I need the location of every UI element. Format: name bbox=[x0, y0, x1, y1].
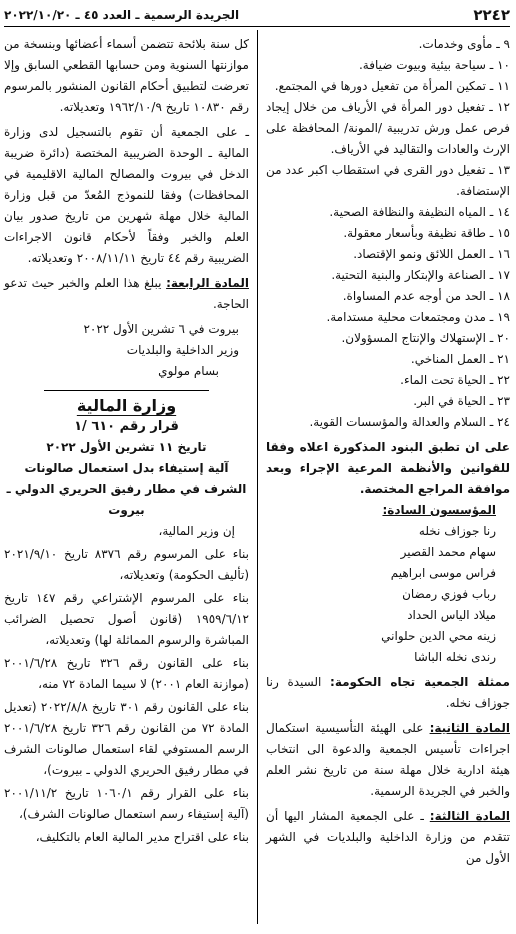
list-item: ٩ ـ مأوى وخدمات. bbox=[418, 37, 510, 51]
paragraph: كل سنة بلائحة تتضمن أسماء أعضائها وبنسخة من موازنتها السنوية ومن حسابها القطعي السابق وإلا تعرضت لتطبيق أحكام القانون المنشور بالمرسوم رقم ١٠٨٣٠ تاريخ ١٩٦٢/١٠/٩ وتعديلاته. bbox=[4, 37, 249, 114]
founder-name: فراس موسى ابراهيم bbox=[390, 566, 496, 580]
preamble-line: بناء على المرسوم الإشتراعي رقم ١٤٧ تاريخ ١٩٥٩/٦/١٢ (قانون أصول تحصيل الضرائب المباشرة والرسوم المماثلة لها) وتعديلاته، bbox=[4, 591, 249, 647]
rep-text: السيدة رنا جوزاف نخله. bbox=[266, 675, 510, 710]
article-2 bbox=[266, 718, 510, 802]
preamble-line: إن وزير المالية، bbox=[158, 524, 235, 538]
list-item: ٢٠ ـ الإستهلاك والإنتاج المسؤولان. bbox=[341, 331, 510, 345]
article-4-label: المادة الرابعة: bbox=[166, 276, 249, 290]
place-date: بيروت في ٦ تشرين الأول ٢٠٢٢ bbox=[83, 322, 239, 336]
column-divider bbox=[257, 30, 258, 924]
list-item: ١٦ ـ العمل اللائق ونمو الإقتصاد. bbox=[353, 247, 510, 261]
ministry-title: وزارة المالية bbox=[76, 396, 177, 415]
list-item: ٢١ ـ العمل المناخي. bbox=[410, 352, 510, 366]
founders-label: المؤسسون السادة: bbox=[382, 503, 496, 517]
founder-name: رنا جوزاف نخله bbox=[418, 524, 496, 538]
list-item: ٢٣ ـ الحياة في البر. bbox=[413, 394, 510, 408]
list-item: ١٢ ـ تفعيل دور المرأة في الأرياف من خلال إيجاد فرص عمل ورش تدريبية /المونة/ المحافظة على الإرث والعادات والتقاليد في الأرياف. bbox=[266, 100, 510, 156]
preamble-line: بناء على القرار رقم ١٠٦٠/١ تاريخ ٢٠٠١/١١/٢ (آلية إستيفاء رسم استعمال صالونات الشرف)، bbox=[4, 786, 249, 821]
list-item: ٢٢ ـ الحياة تحت الماء. bbox=[400, 373, 510, 387]
article-3-text: ـ على الجمعية المشار اليها أن تتقدم من وزارة الداخلية والبلديات في الشهر الأول من bbox=[266, 809, 510, 865]
decision-date: تاريخ ١١ تشرين الأول ٢٠٢٢ bbox=[46, 440, 207, 454]
article-2-text: على الهيئة التأسيسية استكمال اجراءات تأسيس الجمعية والدعوة الى انتخاب هيئة ادارية خلال مهلة سنة من تاريخ نشر العلم والخبر في الجريدة الرسمية. bbox=[266, 721, 510, 798]
condition-paragraph: على ان تطبق البنود المذكورة اعلاه وفقا للقوانين والأنظمة المرعية الإجراء وبعد موافقة المراجع المختصة. bbox=[266, 440, 510, 496]
right-column bbox=[266, 34, 510, 869]
article-3 bbox=[266, 806, 510, 869]
article-3-label: المادة الثالثة: bbox=[429, 809, 510, 823]
issue-date: ـ ٢٠٢٢/١٠/٢٠ bbox=[4, 8, 80, 22]
list-item: ١٧ ـ الصناعة والإبتكار والبنية التحتية. bbox=[331, 268, 510, 282]
left-column bbox=[4, 34, 249, 848]
founder-name: زينه محي الدين حلواني bbox=[381, 629, 496, 643]
publication-name: الجريدة الرسمية ـ العدد bbox=[102, 8, 240, 22]
article-2-label: المادة الثانية: bbox=[429, 721, 510, 735]
issue-info bbox=[4, 8, 239, 22]
article-4 bbox=[4, 273, 249, 315]
rep-label: ممثلة الجمعية تجاه الحكومة: bbox=[330, 675, 510, 689]
list-item: ١٠ ـ سياحة بيئية وبيوت ضيافة. bbox=[358, 58, 510, 72]
list-item: ٢٤ ـ السلام والعدالة والمؤسسات القوية. bbox=[309, 415, 510, 429]
list-item: ١٨ ـ الحد من أوجه عدم المساواة. bbox=[342, 289, 510, 303]
government-rep bbox=[266, 672, 510, 714]
list-item: ١٩ ـ مدن ومجتمعات محلية مستدامة. bbox=[326, 310, 510, 324]
preamble-line: بناء على القانون رقم ٣٠١ تاريخ ٢٠٢٢/٨/٨ (تعديل المادة ٧٢ من القانون رقم ٣٢٦ تاريخ ٢٠٠١/٦/٢٨ الرسم المستوفي لقاء استعمال صالونات الشرف في مطار رفيق الحريري الدولي ـ بيروت)، bbox=[4, 700, 250, 777]
founder-name: رندى نخله الباشا bbox=[414, 650, 496, 664]
paragraph: ـ على الجمعية أن تقوم بالتسجيل لدى وزارة المالية ـ الوحدة الضريبية المختصة (دائرة ضريبة الدخل في بيروت والمصالح المالية الاقليمية في المحافظات) وفقا للنموذج المُعدّ من قبل وزارة المالية خلال مهلة شهرين من تاريخ صدور بيان العلم والخبر وفقاً لأحكام قانون الاجراءات الضريبية رقم ٤٤ تاريخ ٢٠٠٨/١١/١١ وتعديلاته. bbox=[4, 125, 249, 265]
preamble-line: بناء على القانون رقم ٣٢٦ تاريخ ٢٠٠١/٦/٢٨ (موازنة العام ٢٠٠١) لا سيما المادة ٧٢ منه، bbox=[4, 656, 249, 691]
signature-block bbox=[4, 319, 249, 382]
founder-name: ميلاد الياس الحداد bbox=[407, 608, 496, 622]
issue-number: ٤٥ bbox=[83, 8, 99, 22]
article-4-text: يبلغ هذا العلم والخبر حيث تدعو الحاجة. bbox=[4, 276, 249, 311]
list-item: ١٤ ـ المياه النظيفة والنظافة الصحية. bbox=[329, 205, 510, 219]
decision-number: قرار رقم ٦١٠ /١ bbox=[74, 419, 179, 434]
signer-title: وزير الداخلية والبلديات bbox=[126, 343, 239, 357]
section-separator bbox=[44, 390, 209, 391]
page-header bbox=[4, 4, 510, 27]
founder-name: رباب فوزي رمضان bbox=[402, 587, 496, 601]
signer-name: بسام مولوي bbox=[158, 364, 219, 378]
preamble-line: بناء على المرسوم رقم ٨٣٧٦ تاريخ ٢٠٢١/٩/١٠ (تأليف الحكومة) وتعديلاته، bbox=[4, 547, 249, 582]
decision-title: آلية إستيفاء بدل استعمال صالونات الشرف في مطار رفيق الحريري الدولي ـ بيروت bbox=[6, 461, 247, 517]
list-item: ١١ ـ تمكين المرأة من تفعيل دورها في المجتمع. bbox=[274, 79, 510, 93]
list-item: ١٥ ـ طاقة نظيفة وبأسعار معقولة. bbox=[343, 226, 510, 240]
founder-name: سهام محمد القصير bbox=[400, 545, 496, 559]
page-number: ٢٢٤٢ bbox=[473, 6, 510, 24]
preamble-line: بناء على اقتراح مدير المالية العام بالتكليف، bbox=[35, 830, 249, 844]
list-item: ١٣ ـ تفعيل دور القرى في استقطاب اكبر عدد من الإستضافة. bbox=[266, 163, 510, 198]
